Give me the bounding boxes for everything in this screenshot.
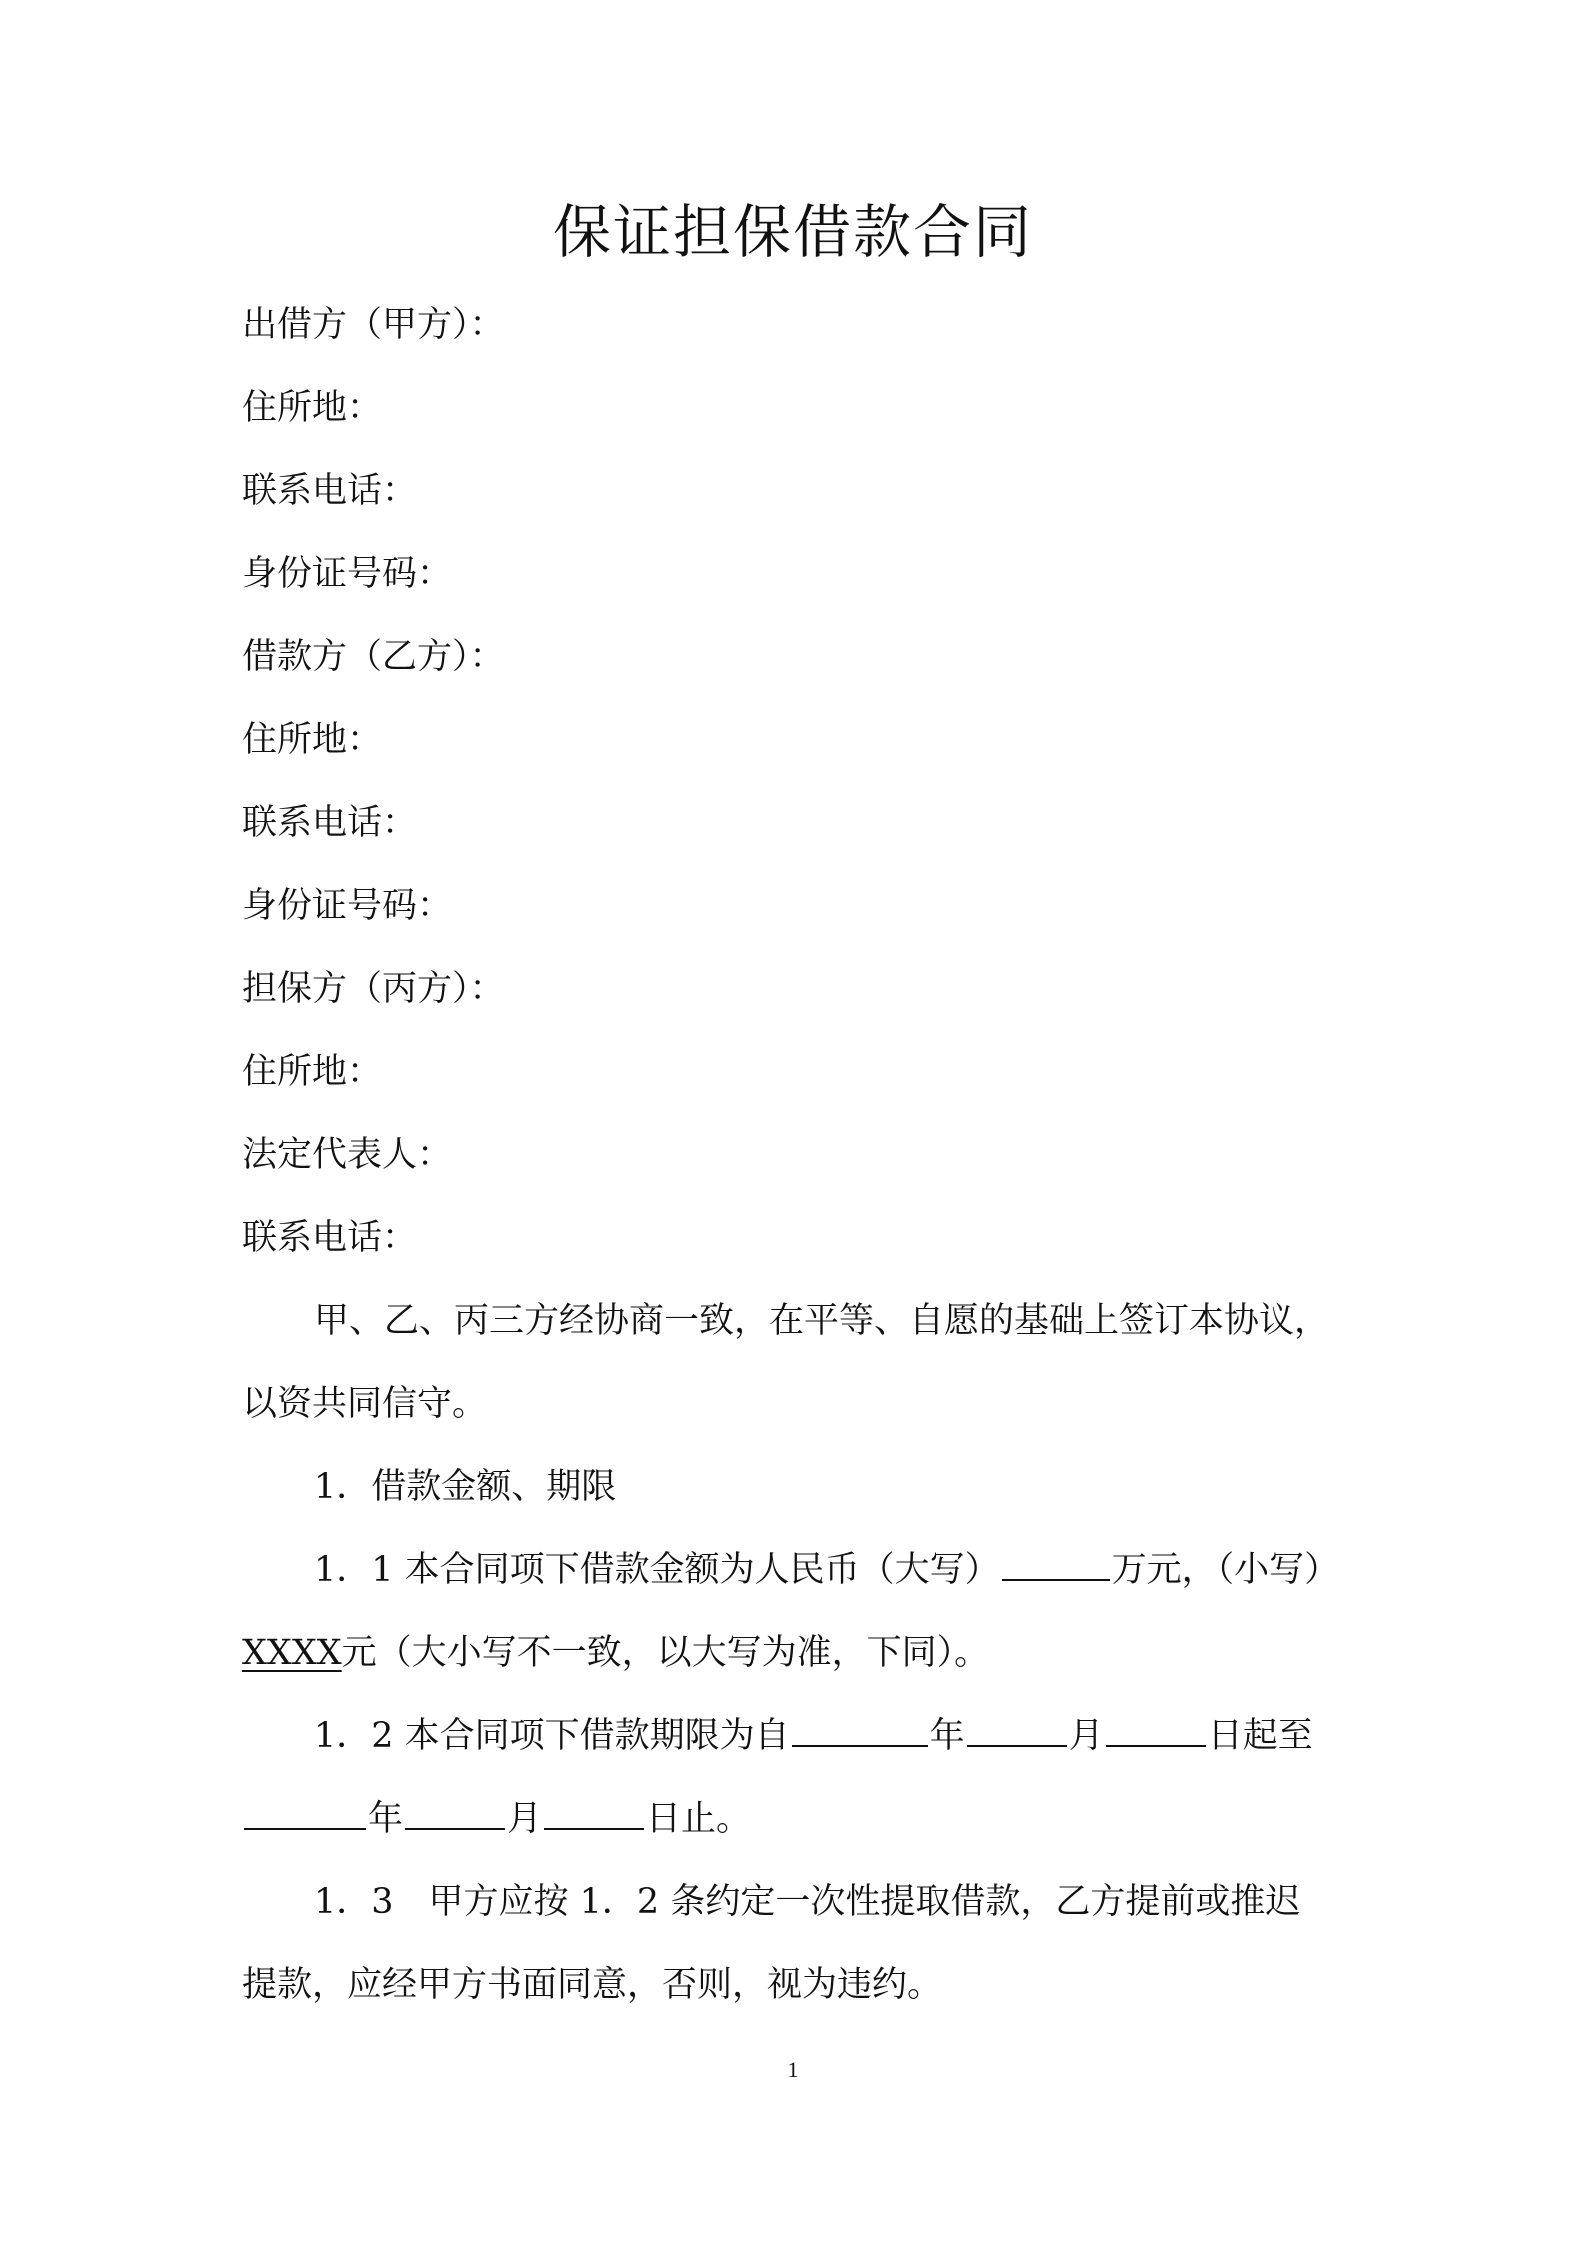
lender-phone: 联系电话： bbox=[242, 471, 418, 511]
start-year-label: 年 bbox=[929, 1716, 965, 1756]
clause-1-1-line-1 bbox=[242, 1529, 1390, 1612]
start-year-blank bbox=[792, 1711, 928, 1747]
clause-1-3-line-2: 提款，应经甲方书面同意，否则，视为违约。 bbox=[242, 1965, 943, 2005]
agreement-line-2: 以资共同信守。 bbox=[242, 1384, 488, 1424]
guarantor-heading: 担保方（丙方）： bbox=[242, 969, 505, 1009]
amount-placeholder: XXXX bbox=[242, 1633, 342, 1673]
end-year-label: 年 bbox=[368, 1799, 404, 1839]
end-day-label: 日止。 bbox=[646, 1799, 752, 1839]
guarantor-representative: 法定代表人： bbox=[242, 1135, 453, 1175]
start-month-blank bbox=[967, 1711, 1067, 1747]
clause-1-1-suffix: 元（大小写不一致，以大写为准，下同）。 bbox=[341, 1633, 990, 1673]
clause-1-3-line-1: 1．3 甲方应按 1．2 条约定一次性提取借款，乙方提前或推迟 bbox=[314, 1882, 1301, 1922]
section-1-heading: 1．借款金额、期限 bbox=[314, 1467, 617, 1507]
clause-1-2-line-2 bbox=[242, 1778, 1390, 1861]
clause-1-2-line-1 bbox=[242, 1695, 1390, 1778]
lender-heading: 出借方（甲方）： bbox=[242, 305, 505, 345]
borrower-address: 住所地： bbox=[242, 720, 383, 760]
clause-1-1-prefix: 1．1 本合同项下借款金额为人民币（大写） bbox=[314, 1550, 1000, 1590]
borrower-heading: 借款方（乙方）： bbox=[242, 637, 505, 677]
clause-1-1-line-2 bbox=[242, 1612, 1390, 1695]
clause-1-1-unit: 万元，（小写） bbox=[1111, 1550, 1340, 1590]
page-number: 1 bbox=[787, 2057, 799, 2082]
document-title: 保证担保借款合同 bbox=[552, 198, 1033, 266]
end-year-blank bbox=[244, 1794, 366, 1830]
end-day-blank bbox=[544, 1794, 644, 1830]
contract-content bbox=[242, 284, 1390, 2027]
end-month-blank bbox=[405, 1794, 505, 1830]
amount-uppercase-blank bbox=[1002, 1545, 1110, 1581]
end-month-label: 月 bbox=[507, 1799, 543, 1839]
start-day-blank bbox=[1106, 1711, 1206, 1747]
agreement-line-1: 甲、乙、丙三方经协商一致，在平等、自愿的基础上签订本协议， bbox=[314, 1301, 1330, 1341]
clause-1-2-prefix: 1．2 本合同项下借款期限为自 bbox=[314, 1716, 790, 1756]
guarantor-address: 住所地： bbox=[242, 1052, 383, 1092]
borrower-id: 身份证号码： bbox=[242, 886, 453, 926]
guarantor-phone: 联系电话： bbox=[242, 1218, 418, 1258]
lender-address: 住所地： bbox=[242, 388, 383, 428]
start-month-label: 月 bbox=[1068, 1716, 1104, 1756]
start-day-label: 日起至 bbox=[1207, 1716, 1313, 1756]
lender-id: 身份证号码： bbox=[242, 554, 453, 594]
borrower-phone: 联系电话： bbox=[242, 803, 418, 843]
